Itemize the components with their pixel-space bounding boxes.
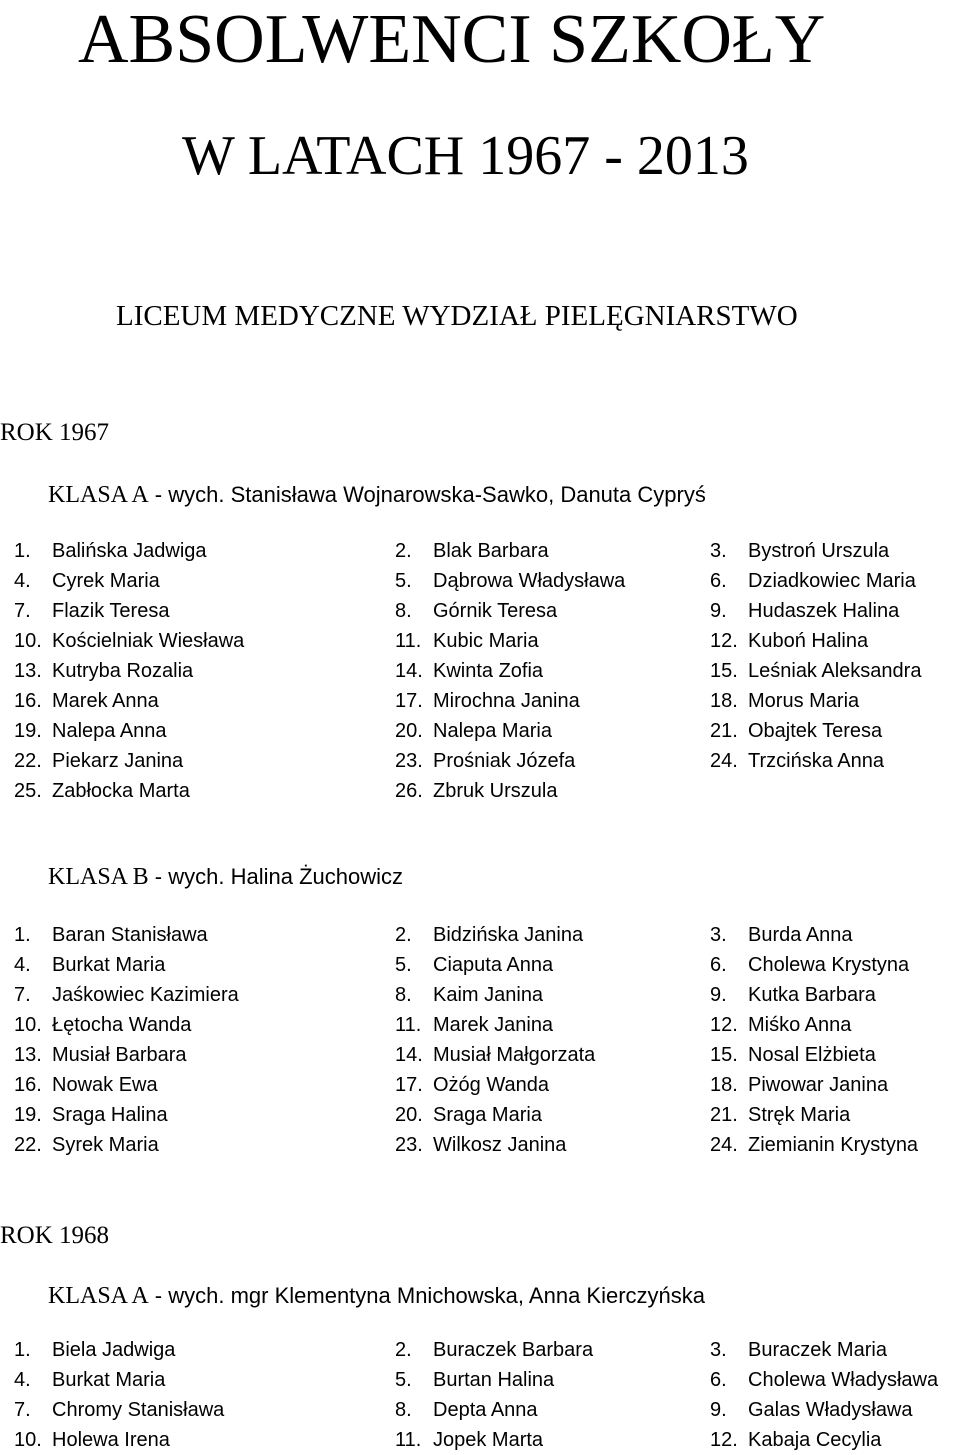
student-name: Syrek Maria (52, 1134, 159, 1156)
student-name: Musiał Małgorzata (433, 1044, 596, 1066)
student-name: Mirochna Janina (433, 690, 580, 712)
list-item (710, 920, 853, 950)
list-item-number: 3. (710, 540, 727, 562)
student-name: Kwinta Zofia (433, 660, 544, 682)
list-item (395, 656, 543, 686)
list-item-number: 1. (14, 924, 31, 946)
list-item-number: 13. (14, 660, 42, 682)
list-item-number: 10. (14, 1429, 42, 1451)
student-row (0, 1040, 960, 1070)
student-row (0, 1395, 960, 1425)
student-row (0, 950, 960, 980)
list-item-number: 6. (710, 954, 727, 976)
list-item (395, 1335, 593, 1365)
class-name: KLASA B (48, 864, 149, 890)
list-item-number: 1. (14, 1339, 31, 1361)
student-list-1968-a (0, 1335, 960, 1455)
list-item (710, 596, 899, 626)
student-name: Bidzińska Janina (433, 924, 584, 946)
list-item (710, 536, 889, 566)
student-row (0, 626, 960, 656)
list-item-number: 8. (395, 600, 412, 622)
list-item-number: 20. (395, 1104, 423, 1126)
list-item-number: 15. (710, 1044, 738, 1066)
student-name: Burda Anna (748, 924, 853, 946)
student-name: Kabaja Cecylia (748, 1429, 882, 1451)
list-item (395, 950, 553, 980)
student-row (0, 980, 960, 1010)
student-name: Burkat Maria (52, 1369, 166, 1391)
student-row (0, 1365, 960, 1395)
list-item (710, 1335, 887, 1365)
list-item (710, 950, 909, 980)
student-name: Piekarz Janina (52, 750, 184, 772)
student-name: Trzcińska Anna (748, 750, 884, 772)
list-item-number: 18. (710, 1074, 738, 1096)
student-row (0, 1070, 960, 1100)
list-item-number: 7. (14, 600, 31, 622)
list-item (395, 1040, 595, 1070)
student-name: Kubic Maria (433, 630, 539, 652)
list-item-number: 23. (395, 750, 423, 772)
student-name: Biela Jadwiga (52, 1339, 176, 1361)
list-item-number: 4. (14, 1369, 31, 1391)
list-item (14, 1100, 168, 1130)
student-name: Bystroń Urszula (748, 540, 890, 562)
student-name: Sraga Maria (433, 1104, 542, 1126)
list-item (14, 980, 239, 1010)
list-item-number: 2. (395, 540, 412, 562)
student-name: Nalepa Anna (52, 720, 167, 742)
student-name: Galas Władysława (748, 1399, 913, 1421)
student-name: Chromy Stanisława (52, 1399, 225, 1421)
student-name: Holewa Irena (52, 1429, 170, 1451)
list-item-number: 16. (14, 1074, 42, 1096)
student-name: Nalepa Maria (433, 720, 552, 742)
list-item-number: 21. (710, 720, 738, 742)
list-item (14, 1425, 170, 1455)
student-name: Sraga Halina (52, 1104, 168, 1126)
student-name: Cholewa Władysława (748, 1369, 939, 1391)
list-item (710, 1365, 938, 1395)
student-list-1967-b (0, 920, 960, 1160)
class-name: KLASA A (48, 1283, 149, 1309)
list-item (710, 1040, 876, 1070)
list-item-number: 11. (395, 630, 422, 652)
class-teacher: - wych. mgr Klementyna Mnichowska, Anna Kierczyńska (148, 1283, 706, 1308)
list-item (14, 1010, 191, 1040)
class-teacher: - wych. Halina Żuchowicz (148, 864, 403, 889)
student-list-1967-a (0, 536, 960, 806)
list-item (710, 566, 916, 596)
student-name: Zbruk Urszula (433, 780, 558, 802)
list-item (14, 656, 193, 686)
student-name: Ciaputa Anna (433, 954, 554, 976)
list-item (710, 1010, 851, 1040)
list-item (14, 1365, 165, 1395)
list-item-number: 12. (710, 630, 738, 652)
student-name: Flazik Teresa (52, 600, 170, 622)
student-name: Łętocha Wanda (52, 1014, 192, 1036)
student-row (0, 1335, 960, 1365)
list-item-number: 22. (14, 1134, 42, 1156)
student-name: Jopek Marta (433, 1429, 544, 1451)
list-item-number: 22. (14, 750, 42, 772)
student-name: Leśniak Aleksandra (748, 660, 922, 682)
list-item-number: 10. (14, 1014, 42, 1036)
list-item-number: 20. (395, 720, 423, 742)
student-name: Marek Anna (52, 690, 159, 712)
student-name: Buraczek Barbara (433, 1339, 594, 1361)
student-row (0, 536, 960, 566)
class-heading-1967-a (48, 478, 706, 512)
list-item-number: 23. (395, 1134, 423, 1156)
student-name: Hudaszek Halina (748, 600, 900, 622)
student-row (0, 686, 960, 716)
list-item (710, 980, 876, 1010)
student-row (0, 1010, 960, 1040)
list-item (14, 566, 160, 596)
student-name: Kutryba Rozalia (52, 660, 194, 682)
list-item (395, 566, 625, 596)
student-row (0, 920, 960, 950)
list-item-number: 19. (14, 1104, 42, 1126)
student-name: Balińska Jadwiga (52, 540, 207, 562)
student-name: Burkat Maria (52, 954, 166, 976)
list-item-number: 17. (395, 690, 423, 712)
student-row (0, 1100, 960, 1130)
student-name: Morus Maria (748, 690, 860, 712)
list-item-number: 12. (710, 1014, 738, 1036)
list-item (710, 656, 921, 686)
student-name: Kuboń Halina (748, 630, 869, 652)
student-row (0, 716, 960, 746)
list-item (395, 980, 543, 1010)
student-name: Nowak Ewa (52, 1074, 158, 1096)
list-item (395, 746, 575, 776)
list-item (395, 1010, 553, 1040)
list-item-number: 4. (14, 954, 31, 976)
list-item-number: 5. (395, 570, 412, 592)
list-item-number: 26. (395, 780, 423, 802)
list-item (14, 1335, 175, 1365)
list-item-number: 16. (14, 690, 42, 712)
list-item (710, 1070, 888, 1100)
class-heading-1968-a (48, 1279, 705, 1313)
student-name: Baran Stanisława (52, 924, 208, 946)
student-name: Ożóg Wanda (433, 1074, 549, 1096)
list-item-number: 10. (14, 630, 42, 652)
list-item-number: 11. (395, 1429, 422, 1451)
student-name: Musiał Barbara (52, 1044, 187, 1066)
list-item-number: 25. (14, 780, 42, 802)
student-row (0, 656, 960, 686)
student-row (0, 776, 960, 806)
list-item-number: 9. (710, 984, 727, 1006)
year-heading-1967: ROK 1967 (0, 419, 110, 446)
student-row (0, 566, 960, 596)
list-item-number: 12. (710, 1429, 738, 1451)
student-name: Depta Anna (433, 1399, 538, 1421)
list-item-number: 15. (710, 660, 738, 682)
student-name: Buraczek Maria (748, 1339, 887, 1361)
list-item (395, 1100, 542, 1130)
year-heading-1968: ROK 1968 (0, 1222, 110, 1249)
student-row (0, 596, 960, 626)
student-row (0, 1130, 960, 1160)
document-title-years: W LATACH 1967 - 2013 (182, 125, 749, 187)
list-item (710, 686, 859, 716)
list-item (395, 596, 557, 626)
list-item (14, 1070, 158, 1100)
list-item-number: 4. (14, 570, 31, 592)
list-item (14, 686, 159, 716)
student-name: Prośniak Józefa (433, 750, 576, 772)
list-item (710, 746, 884, 776)
list-item-number: 2. (395, 924, 412, 946)
list-item (395, 686, 580, 716)
list-item (395, 626, 539, 656)
list-item (395, 536, 549, 566)
list-item (14, 1040, 187, 1070)
list-item-number: 5. (395, 1369, 412, 1391)
list-item-number: 8. (395, 1399, 412, 1421)
list-item (14, 746, 183, 776)
student-name: Miśko Anna (748, 1014, 852, 1036)
student-name: Nosal Elżbieta (748, 1044, 876, 1066)
list-item (14, 1395, 224, 1425)
list-item (14, 596, 169, 626)
list-item (395, 1130, 566, 1160)
list-item-number: 3. (710, 1339, 727, 1361)
list-item (395, 1070, 549, 1100)
list-item (395, 1425, 543, 1455)
list-item-number: 19. (14, 720, 42, 742)
list-item (710, 1425, 881, 1455)
list-item (710, 1100, 850, 1130)
list-item (14, 776, 190, 806)
student-name: Cholewa Krystyna (748, 954, 910, 976)
list-item-number: 9. (710, 600, 727, 622)
list-item (710, 1395, 913, 1425)
student-name: Blak Barbara (433, 540, 549, 562)
list-item (710, 716, 882, 746)
list-item-number: 8. (395, 984, 412, 1006)
list-item (395, 1365, 554, 1395)
list-item-number: 6. (710, 1369, 727, 1391)
list-item-number: 1. (14, 540, 31, 562)
list-item (14, 626, 244, 656)
list-item (14, 1130, 159, 1160)
list-item (395, 776, 557, 806)
student-name: Dąbrowa Władysława (433, 570, 626, 592)
document-title: ABSOLWENCI SZKOŁY (78, 1, 826, 78)
list-item-number: 5. (395, 954, 412, 976)
student-name: Burtan Halina (433, 1369, 555, 1391)
student-name: Zabłocka Marta (52, 780, 190, 802)
list-item-number: 18. (710, 690, 738, 712)
student-name: Ziemianin Krystyna (748, 1134, 919, 1156)
student-name: Górnik Teresa (433, 600, 558, 622)
list-item (14, 950, 165, 980)
list-item-number: 6. (710, 570, 727, 592)
student-name: Stręk Maria (748, 1104, 851, 1126)
list-item-number: 7. (14, 1399, 31, 1421)
student-name: Obajtek Teresa (748, 720, 883, 742)
class-heading-1967-b (48, 860, 403, 894)
class-teacher: - wych. Stanisława Wojnarowska-Sawko, Danuta Cypryś (148, 482, 706, 507)
list-item (710, 626, 868, 656)
list-item (14, 536, 207, 566)
list-item (14, 920, 208, 950)
list-item-number: 9. (710, 1399, 727, 1421)
list-item-number: 2. (395, 1339, 412, 1361)
student-name: Kościelniak Wiesława (52, 630, 245, 652)
list-item-number: 14. (395, 1044, 423, 1066)
list-item-number: 13. (14, 1044, 42, 1066)
student-name: Cyrek Maria (52, 570, 160, 592)
list-item (395, 920, 583, 950)
list-item-number: 14. (395, 660, 423, 682)
class-name: KLASA A (48, 482, 149, 508)
list-item (14, 716, 167, 746)
list-item-number: 7. (14, 984, 31, 1006)
school-subtitle: LICEUM MEDYCZNE WYDZIAŁ PIELĘGNIARSTWO (116, 300, 798, 332)
list-item-number: 24. (710, 750, 738, 772)
student-name: Piwowar Janina (748, 1074, 889, 1096)
student-row (0, 1425, 960, 1455)
list-item-number: 11. (395, 1014, 422, 1036)
list-item-number: 21. (710, 1104, 738, 1126)
list-item (395, 716, 552, 746)
student-name: Dziadkowiec Maria (748, 570, 916, 592)
student-name: Marek Janina (433, 1014, 554, 1036)
list-item-number: 3. (710, 924, 727, 946)
student-row (0, 746, 960, 776)
student-name: Wilkosz Janina (433, 1134, 567, 1156)
list-item (710, 1130, 918, 1160)
list-item (395, 1395, 538, 1425)
student-name: Kaim Janina (433, 984, 544, 1006)
student-name: Kutka Barbara (748, 984, 876, 1006)
list-item-number: 24. (710, 1134, 738, 1156)
student-name: Jaśkowiec Kazimiera (52, 984, 239, 1006)
list-item-number: 17. (395, 1074, 423, 1096)
